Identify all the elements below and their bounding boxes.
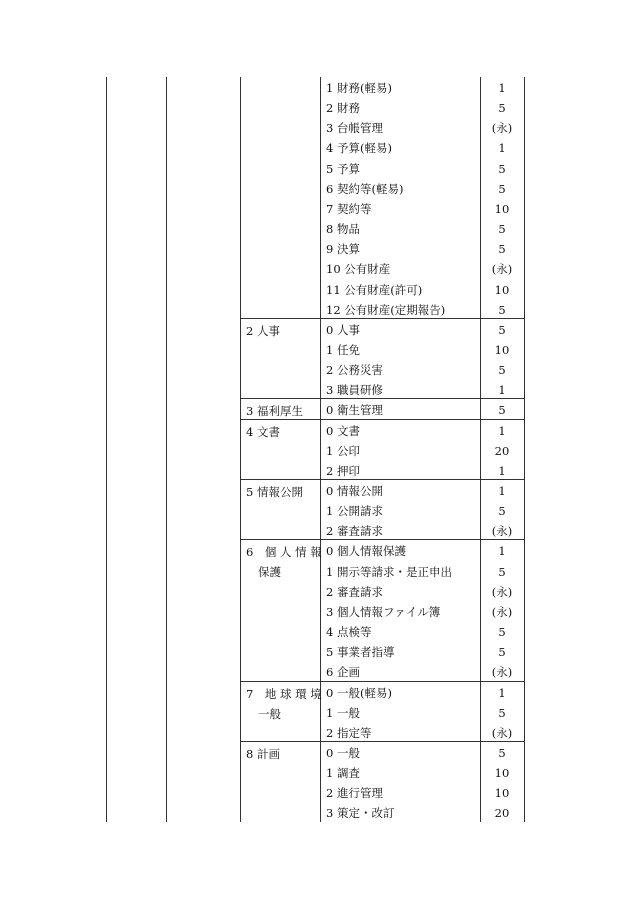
retention-years-cell: 1 [498,685,506,700]
column-rule-1 [166,77,167,822]
minor-category-cell: 2 財務 [326,101,360,116]
minor-category-cell: 0 一般 [326,745,360,760]
minor-category-cell: 0 人事 [326,322,360,337]
retention-years-cell: 10 [494,282,510,297]
retention-years-cell: 10 [494,786,510,801]
retention-years-cell: 5 [498,564,506,579]
minor-category-cell: 3 策定・改訂 [326,806,395,821]
retention-years-cell: 20 [494,443,510,458]
minor-category-cell: 5 事業者指導 [326,645,395,660]
retention-years-cell: 5 [498,705,506,720]
retention-years-cell: 5 [498,645,506,660]
retention-years-cell: 1 [498,81,506,95]
minor-category-cell: 0 衛生管理 [326,403,383,418]
minor-category-cell: 0 文書 [326,423,360,438]
retention-years-cell: 10 [494,342,510,357]
middle-category-label: 5 情報公開 [246,485,303,499]
group-separator [240,741,525,742]
minor-category-cell: 4 点検等 [326,625,372,640]
minor-category-cell: 0 一般(軽易) [326,685,392,700]
group-separator [240,398,525,399]
minor-category-cell: 2 指定等 [326,725,372,740]
middle-category-label: 4 文書 [246,424,280,439]
retention-years-cell: 5 [498,322,506,337]
middle-category-label: 3 福利厚生 [246,404,303,419]
retention-years-cell: 10 [494,766,510,781]
retention-years-cell: 1 [498,423,506,438]
retention-years-cell: 10 [494,201,510,216]
middle-category-label: 7 地 球 環 境 [246,686,322,701]
retention-years-cell: (永) [491,725,513,740]
minor-category-cell: 5 予算 [326,161,360,176]
retention-years-cell: 5 [498,222,506,237]
group-separator [240,318,525,319]
retention-years-cell: 5 [498,745,506,760]
middle-category-label: 2 人事 [246,323,280,338]
minor-category-cell: 1 公開請求 [326,504,383,519]
column-rule-0 [106,77,107,822]
minor-category-cell: 1 任免 [326,342,360,357]
retention-years-cell: 5 [498,302,506,317]
column-rule-2 [240,77,241,822]
minor-category-cell: 11 公有財産(許可) [326,282,423,297]
minor-category-cell: 6 契約等(軽易) [326,181,404,196]
retention-years-cell: (永) [491,665,513,680]
minor-category-cell: 8 物品 [326,222,360,237]
minor-category-cell: 2 公務災害 [326,363,383,378]
minor-category-cell: 0 個人情報保護 [326,544,406,559]
retention-years-cell: 1 [498,463,506,478]
minor-category-cell: 3 台帳管理 [326,121,383,136]
retention-years-cell: (永) [491,604,513,619]
minor-category-cell: 7 契約等 [326,201,372,216]
retention-years-cell: (永) [491,262,513,277]
group-separator [240,539,525,540]
retention-years-cell: 5 [498,625,506,640]
column-rule-5 [524,77,525,822]
middle-category-label: 8 計画 [246,746,280,761]
retention-years-cell: 1 [498,383,506,398]
minor-category-cell: 2 審査請求 [326,524,383,539]
minor-category-cell: 3 個人情報ファイル簿 [326,604,441,619]
minor-category-cell: 10 公有財産 [326,262,391,277]
minor-category-cell: 3 職員研修 [326,383,383,398]
middle-category-label: 一般 [258,706,281,721]
group-separator [240,419,525,420]
minor-category-cell: 1 財務(軽易) [326,81,392,95]
minor-category-cell: 1 調査 [326,766,360,781]
minor-category-cell: 12 公有財産(定期報告) [326,302,446,317]
minor-category-cell: 1 開示等請求・是正申出 [326,564,452,579]
minor-category-cell: 4 予算(軽易) [326,141,392,156]
retention-years-cell: 1 [498,141,506,156]
retention-years-cell: 1 [498,484,506,498]
minor-category-cell: 2 審査請求 [326,584,383,599]
retention-years-cell: (永) [491,121,513,136]
minor-category-cell: 0 情報公開 [326,484,383,498]
retention-years-cell: 5 [498,161,506,176]
column-rule-3 [320,77,321,822]
retention-years-cell: 5 [498,101,506,116]
middle-category-label: 保護 [258,565,281,580]
minor-category-cell: 2 進行管理 [326,786,383,801]
retention-years-cell: (永) [491,584,513,599]
retention-years-cell: 5 [498,504,506,519]
group-separator [240,681,525,682]
retention-years-cell: 5 [498,181,506,196]
retention-years-cell: 5 [498,242,506,257]
retention-years-cell: 1 [498,544,506,559]
minor-category-cell: 1 一般 [326,705,360,720]
minor-category-cell: 6 企画 [326,665,360,680]
retention-years-cell: (永) [491,524,513,539]
retention-years-cell: 5 [498,403,506,418]
retention-years-cell: 20 [494,806,510,821]
minor-category-cell: 9 決算 [326,242,360,257]
minor-category-cell: 2 押印 [326,463,360,478]
minor-category-cell: 1 公印 [326,443,360,458]
retention-years-cell: 5 [498,363,506,378]
group-separator [240,479,525,480]
middle-category-label: 6 個 人 情 報 [246,545,322,560]
